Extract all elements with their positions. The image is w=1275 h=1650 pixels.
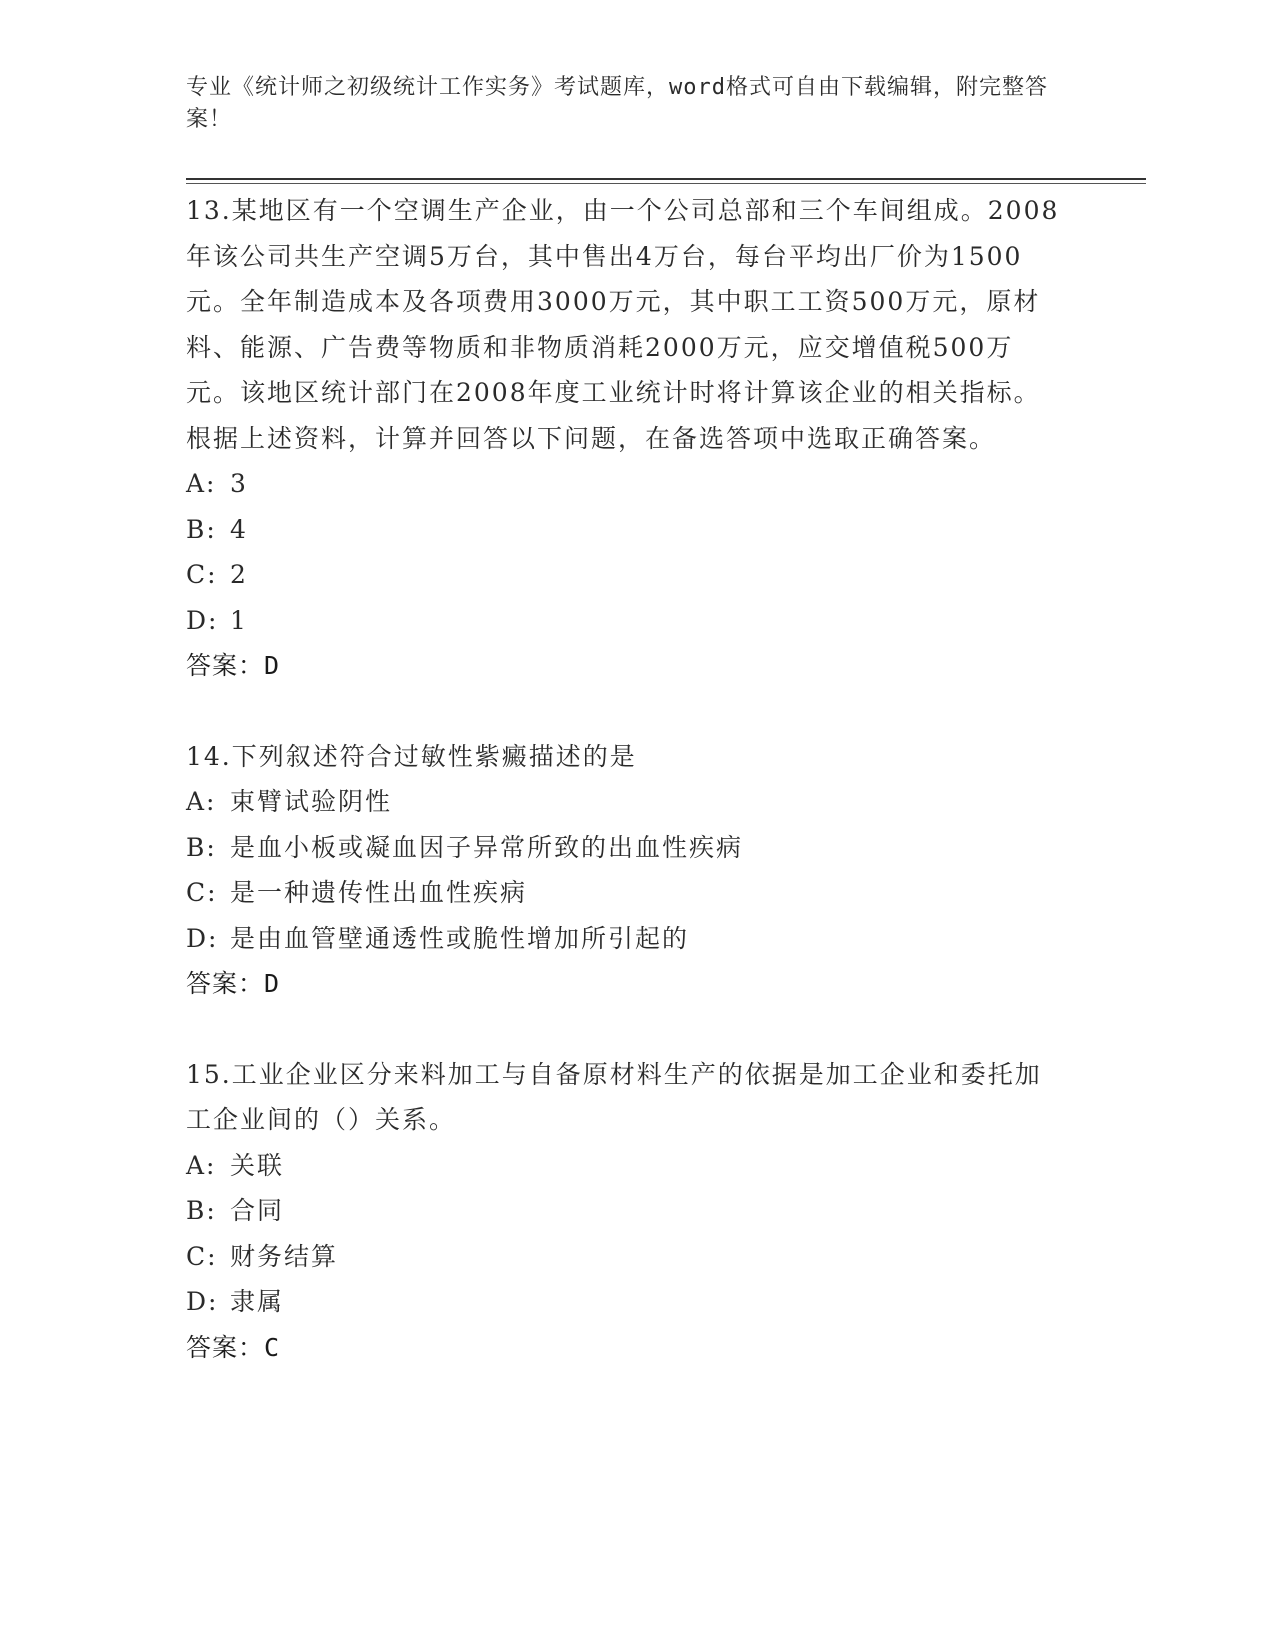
option-key: B: (186, 1196, 217, 1225)
option-key: D: (186, 1287, 219, 1316)
option-text: 是由血管壁通透性或脆性增加所引起的 (230, 923, 690, 953)
option-text: 财务结算 (230, 1241, 339, 1271)
option-text: 1 (230, 605, 248, 635)
option-text: 是血小板或凝血因子异常所致的出血性疾病 (230, 832, 744, 862)
question-13 (186, 188, 1066, 689)
answer-line: 答案：C (186, 1332, 281, 1362)
option-text: 2 (230, 560, 248, 589)
option-d (186, 916, 1066, 962)
question-list (186, 188, 1066, 1415)
answer-line: 答案：D (186, 969, 281, 998)
option-key: C: (186, 560, 218, 589)
question-stem: 13.某地区有一个空调生产企业，由一个公司总部和三个车间组成。2008年该公司共生产空调5万台，其中售出4万台，每台平均出厂价为1500元。全年制造成本及各项费用3000万元，其中职工工资500万元，原材料、能源、广告费等物质和非物质消耗2000万元，应交增值税500万元。该地区统计部门在2008年度工业统计时将计算该企业的相关指标。根据上述资料，计算并回答以下问题，在备选答项中选取正确答案。 (186, 196, 1060, 453)
option-a (186, 461, 1066, 507)
option-key: A: (186, 469, 217, 498)
option-key: C: (186, 878, 218, 907)
question-stem: 15.工业企业区分来料加工与自备原材料生产的依据是加工企业和委托加工企业间的（）关系。 (186, 1059, 1042, 1134)
option-key: D: (186, 923, 219, 953)
option-key: D: (186, 605, 219, 635)
option-key: B: (186, 514, 217, 544)
option-key: C: (186, 1241, 218, 1271)
option-c (186, 870, 1066, 916)
option-d (186, 598, 1066, 644)
option-key: B: (186, 832, 217, 862)
option-b (186, 507, 1066, 553)
option-a (186, 1143, 1066, 1189)
option-text: 3 (230, 469, 248, 498)
option-a (186, 779, 1066, 825)
option-text: 关联 (230, 1150, 285, 1180)
option-text: 隶属 (230, 1287, 285, 1316)
option-text: 束臂试验阴性 (230, 787, 393, 816)
option-c (186, 1234, 1066, 1280)
option-b (186, 1188, 1066, 1234)
header-divider-thick (186, 178, 1146, 180)
question-stem: 14.下列叙述符合过敏性紫癜描述的是 (186, 741, 637, 771)
answer-line: 答案：D (186, 651, 281, 680)
option-key: A: (186, 787, 217, 816)
header-divider-thin (186, 183, 1146, 184)
option-text: 合同 (230, 1196, 285, 1225)
option-b (186, 825, 1066, 871)
question-14 (186, 734, 1066, 1007)
option-key: A: (186, 1150, 217, 1180)
option-text: 4 (230, 514, 248, 544)
option-text: 是一种遗传性出血性疾病 (230, 878, 528, 907)
option-d (186, 1279, 1066, 1325)
question-15 (186, 1052, 1066, 1371)
page-header: 专业《统计师之初级统计工作实务》考试题库，word格式可自由下载编辑，附完整答案！ (186, 75, 1048, 132)
option-c (186, 552, 1066, 598)
